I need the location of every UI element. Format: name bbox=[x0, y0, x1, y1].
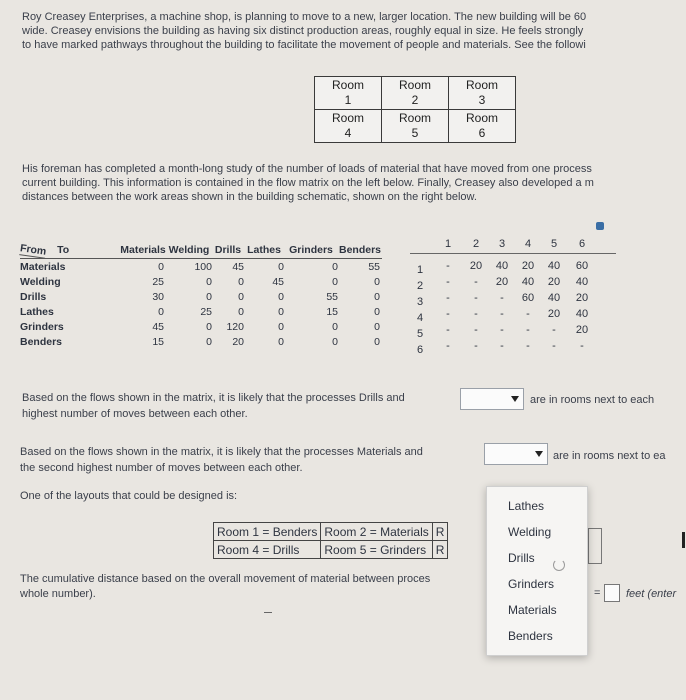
distance-cell: - bbox=[580, 340, 584, 352]
distance-col-header: 4 bbox=[524, 238, 532, 250]
distance-cell: - bbox=[446, 292, 450, 304]
distance-col-header: 6 bbox=[578, 238, 586, 250]
room-4-cell: Room 4 bbox=[315, 110, 382, 143]
layout-table bbox=[213, 522, 448, 559]
distance-cell: - bbox=[474, 276, 478, 288]
cumulative-text-line1: The cumulative distance based on the overall movement of material between proces bbox=[20, 573, 431, 585]
distance-col-header: 3 bbox=[498, 238, 506, 250]
dropdown-option-materials[interactable]: Materials bbox=[508, 603, 557, 617]
flow-row bbox=[20, 334, 382, 349]
flow-row bbox=[20, 274, 382, 289]
loading-spinner-icon bbox=[553, 559, 565, 571]
equals-sign: = bbox=[594, 587, 601, 599]
distance-cell: 20 bbox=[521, 260, 535, 272]
distance-cell: - bbox=[526, 340, 530, 352]
answer-box[interactable] bbox=[588, 528, 602, 564]
distance-cell: - bbox=[474, 340, 478, 352]
layout-cell: R bbox=[432, 523, 448, 541]
flow-cell: 55 bbox=[368, 260, 380, 273]
flow-cell: 0 bbox=[206, 290, 212, 303]
flow-cell: 0 bbox=[374, 335, 380, 348]
distance-cell: - bbox=[552, 324, 556, 336]
flow-cell: 0 bbox=[374, 275, 380, 288]
flow-cell: 20 bbox=[232, 335, 244, 348]
q2-process-select[interactable] bbox=[484, 443, 548, 465]
flow-cell: 0 bbox=[278, 260, 284, 273]
chevron-down-icon bbox=[511, 396, 519, 402]
flow-cell: 45 bbox=[152, 320, 164, 333]
intro-line: Roy Creasey Enterprises, a machine shop, is planning to move to a new, larger location. The new building will be 60 bbox=[22, 11, 587, 23]
q2-text-line2: the second highest number of moves between each other. bbox=[20, 462, 303, 474]
flow-col-header: Benders bbox=[338, 244, 381, 256]
flow-cell: 0 bbox=[206, 335, 212, 348]
flow-cell: 0 bbox=[158, 305, 164, 318]
flow-cell: 0 bbox=[238, 305, 244, 318]
cumulative-text-line2: whole number). bbox=[20, 588, 96, 600]
layout-cell: Room 2 = Materials bbox=[321, 523, 432, 541]
distance-matrix bbox=[410, 238, 616, 368]
layout-cell: R bbox=[432, 541, 448, 559]
flow-cell: 0 bbox=[374, 305, 380, 318]
distance-cell: 40 bbox=[575, 276, 589, 288]
distance-cell: - bbox=[500, 308, 504, 320]
flow-cell: 0 bbox=[332, 260, 338, 273]
flow-cell: 15 bbox=[326, 305, 338, 318]
process-dropdown-list[interactable] bbox=[486, 486, 588, 656]
study-paragraph bbox=[22, 162, 594, 204]
distance-row-label: 2 bbox=[416, 280, 424, 292]
flow-cell: 0 bbox=[278, 305, 284, 318]
flow-col-header: Drills bbox=[214, 244, 242, 256]
layout-cell: Room 1 = Benders bbox=[214, 523, 321, 541]
distance-cell: 40 bbox=[575, 308, 589, 320]
flow-cell: 0 bbox=[332, 275, 338, 288]
flow-row-label: Drills bbox=[20, 290, 47, 303]
flow-cell: 55 bbox=[326, 290, 338, 303]
stray-mark bbox=[264, 612, 272, 613]
room-3-cell: Room 3 bbox=[449, 77, 516, 110]
flow-cell: 25 bbox=[152, 275, 164, 288]
flow-row bbox=[20, 259, 382, 275]
flow-col-header: Welding bbox=[168, 244, 210, 256]
flow-cell: 30 bbox=[152, 290, 164, 303]
flow-cell: 25 bbox=[200, 305, 212, 318]
distance-cell: 20 bbox=[547, 276, 561, 288]
flow-cell: 0 bbox=[206, 320, 212, 333]
dropdown-cursor-icon bbox=[596, 222, 604, 230]
layout-intro: One of the layouts that could be designed is: bbox=[20, 490, 238, 502]
intro-line: wide. Creasey envisions the building as having six distinct production areas, roughly equal in size. He feels strongly bbox=[22, 25, 584, 37]
dropdown-option-benders[interactable]: Benders bbox=[508, 629, 553, 643]
distance-col-header: 1 bbox=[444, 238, 452, 250]
flow-row bbox=[20, 304, 382, 319]
distance-cell: 40 bbox=[547, 260, 561, 272]
flow-row bbox=[20, 289, 382, 304]
dropdown-option-grinders[interactable]: Grinders bbox=[508, 577, 555, 591]
study-line: current building. This information is contained in the flow matrix on the left below. Finally, Creasey also developed a m bbox=[22, 177, 594, 189]
q1-text-line1: Based on the flows shown in the matrix, it is likely that the processes Drills and bbox=[22, 392, 405, 404]
distance-col-header: 5 bbox=[550, 238, 558, 250]
room-6-cell: Room 6 bbox=[449, 110, 516, 143]
flow-row-label: Materials bbox=[20, 260, 66, 273]
dropdown-option-welding[interactable]: Welding bbox=[508, 525, 552, 539]
flow-cell: 0 bbox=[238, 275, 244, 288]
flow-cell: 45 bbox=[232, 260, 244, 273]
distance-cell: - bbox=[446, 324, 450, 336]
distance-row-label: 4 bbox=[416, 312, 424, 324]
distance-cell: 20 bbox=[469, 260, 483, 272]
distance-cell: - bbox=[526, 324, 530, 336]
study-line: His foreman has completed a month-long study of the number of loads of material that have moved from one process bbox=[22, 163, 592, 175]
flow-cell: 0 bbox=[278, 290, 284, 303]
flow-col-header: Lathes bbox=[247, 244, 281, 256]
distance-row-label: 6 bbox=[416, 344, 424, 356]
q2-text-line1: Based on the flows shown in the matrix, it is likely that the processes Materials and bbox=[20, 446, 423, 458]
distance-cell: 20 bbox=[547, 308, 561, 320]
intro-paragraph bbox=[22, 10, 586, 52]
distance-cell: - bbox=[526, 308, 530, 320]
distance-cell: - bbox=[500, 324, 504, 336]
flow-cell: 0 bbox=[332, 320, 338, 333]
flow-cell: 0 bbox=[158, 260, 164, 273]
flow-row-label: Benders bbox=[20, 335, 63, 348]
q1-process-select[interactable] bbox=[460, 388, 524, 410]
distance-cell: 20 bbox=[495, 276, 509, 288]
distance-row-label: 5 bbox=[416, 328, 424, 340]
dropdown-option-lathes[interactable]: Lathes bbox=[508, 499, 545, 513]
distance-cell: - bbox=[474, 308, 478, 320]
flow-cell: 100 bbox=[194, 260, 212, 273]
distance-cell: 60 bbox=[521, 292, 535, 304]
distance-cell: - bbox=[552, 340, 556, 352]
flow-cell: 0 bbox=[374, 290, 380, 303]
flow-col-header: Grinders bbox=[289, 244, 333, 256]
q2-text-after: are in rooms next to ea bbox=[553, 450, 666, 462]
flow-cell: 0 bbox=[278, 320, 284, 333]
room-1-cell: Room 1 bbox=[315, 77, 382, 110]
flow-row-label: Welding bbox=[20, 275, 61, 288]
distance-cell: 40 bbox=[495, 260, 509, 272]
distance-cell: 20 bbox=[575, 292, 589, 304]
distance-cell: - bbox=[500, 292, 504, 304]
distance-row-label: 1 bbox=[416, 264, 424, 276]
room-5-cell: Room 5 bbox=[382, 110, 449, 143]
distance-cell: 60 bbox=[575, 260, 589, 272]
distance-cell: - bbox=[446, 276, 450, 288]
q1-text-after: are in rooms next to each bbox=[530, 394, 655, 406]
dropdown-option-drills[interactable]: Drills bbox=[508, 551, 535, 565]
edge-mark bbox=[682, 532, 685, 548]
flow-row-label: Grinders bbox=[20, 320, 64, 333]
distance-cell: - bbox=[500, 340, 504, 352]
distance-cell: - bbox=[446, 260, 450, 272]
flow-cell: 0 bbox=[332, 335, 338, 348]
study-line: distances between the work areas shown in the building schematic, shown on the right below. bbox=[22, 191, 477, 203]
flow-row bbox=[20, 319, 382, 334]
flow-corner-header: From To bbox=[19, 241, 70, 258]
flow-cell: 45 bbox=[272, 275, 284, 288]
flow-cell: 0 bbox=[238, 290, 244, 303]
distance-cell: - bbox=[446, 308, 450, 320]
flow-matrix bbox=[20, 242, 382, 349]
flow-cell: 0 bbox=[278, 335, 284, 348]
layout-cell: Room 4 = Drills bbox=[214, 541, 321, 559]
cumulative-distance-input[interactable] bbox=[604, 584, 620, 602]
distance-cell: 40 bbox=[547, 292, 561, 304]
flow-cell: 0 bbox=[206, 275, 212, 288]
distance-cell: - bbox=[474, 292, 478, 304]
distance-row-label: 3 bbox=[416, 296, 424, 308]
unit-label: feet (enter bbox=[626, 588, 677, 600]
intro-line: to have marked pathways throughout the building to facilitate the movement of people and materials. See the followi bbox=[22, 39, 586, 51]
flow-row-label: Lathes bbox=[20, 305, 54, 318]
flow-cell: 15 bbox=[152, 335, 164, 348]
flow-cell: 120 bbox=[226, 320, 244, 333]
distance-cell: 40 bbox=[521, 276, 535, 288]
room-2-cell: Room 2 bbox=[382, 77, 449, 110]
layout-cell: Room 5 = Grinders bbox=[321, 541, 432, 559]
q1-text-line2: highest number of moves between each other. bbox=[22, 408, 248, 420]
distance-cell: - bbox=[446, 340, 450, 352]
chevron-down-icon bbox=[535, 451, 543, 457]
distance-col-header: 2 bbox=[472, 238, 480, 250]
distance-cell: 20 bbox=[575, 324, 589, 336]
flow-col-header: Materials bbox=[120, 244, 166, 256]
distance-cell: - bbox=[474, 324, 478, 336]
building-schematic bbox=[314, 76, 516, 143]
flow-cell: 0 bbox=[374, 320, 380, 333]
